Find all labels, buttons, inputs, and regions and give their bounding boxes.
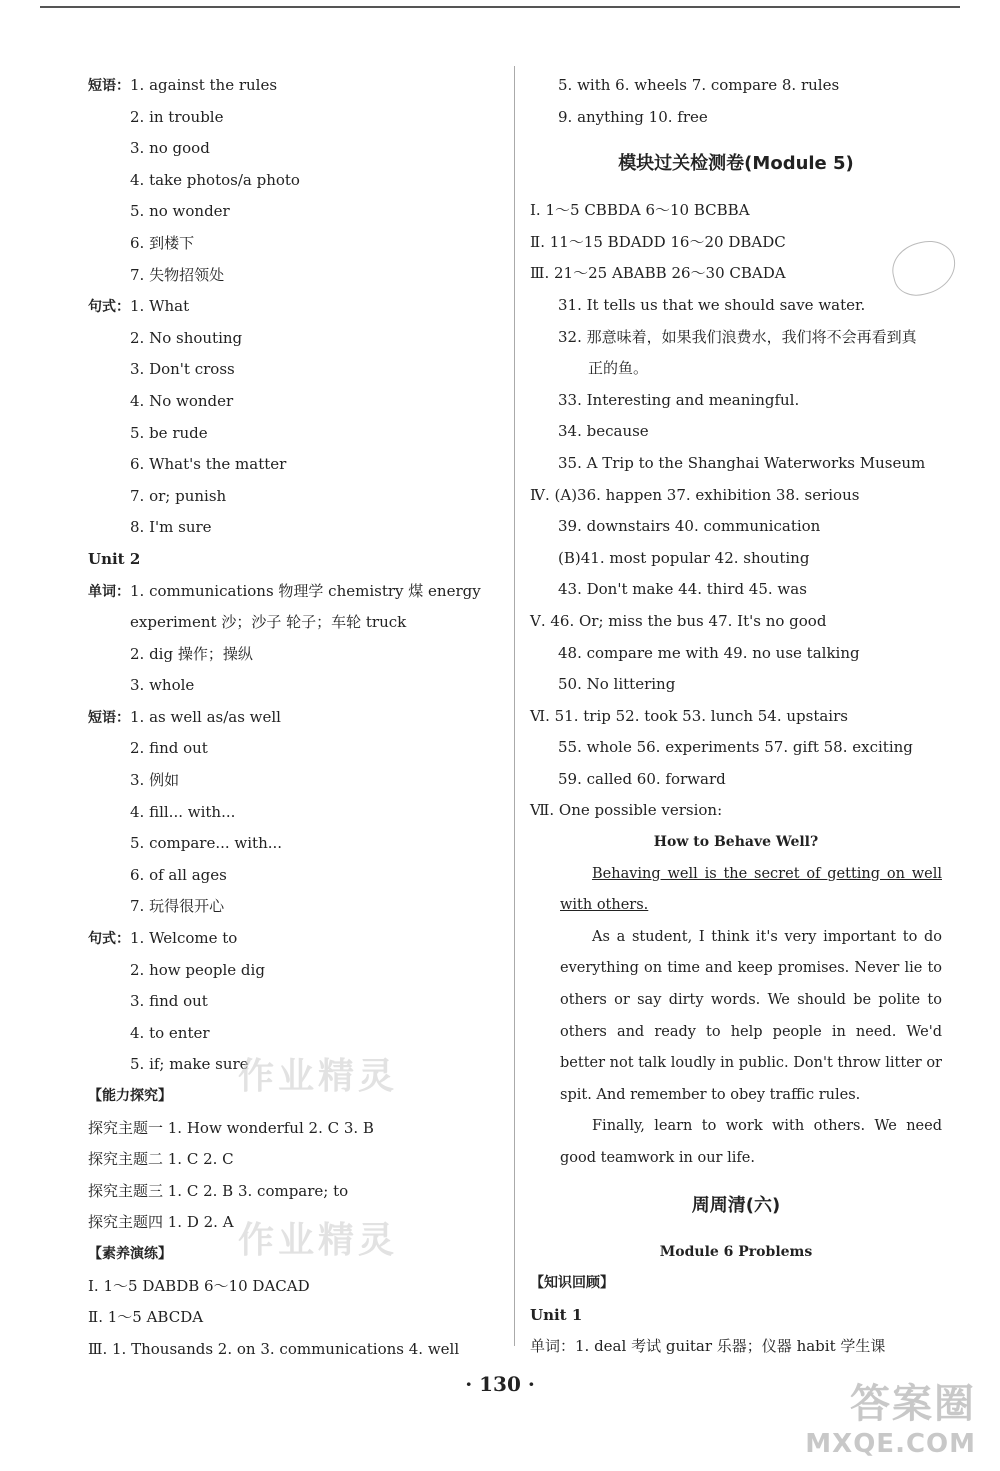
sentence-item: 3. find out	[130, 992, 208, 1011]
practice-item: Ⅲ. 1. Thousands 2. on 3. communications 4. well	[88, 1339, 460, 1358]
answer-line: 正的鱼。	[588, 359, 649, 378]
sentence-item: 4. No wonder	[130, 391, 234, 410]
word-item: 2. dig 操作；操纵	[130, 644, 253, 663]
practice-item: Ⅰ. 1～5 DABDB 6～10 DACAD	[88, 1276, 310, 1295]
answer-line: Ⅶ. One possible version:	[530, 801, 723, 820]
phrase-item: 2. find out	[130, 739, 208, 758]
answer-line: 5. with 6. wheels 7. compare 8. rules	[558, 76, 840, 94]
word-item: 3. whole	[130, 676, 195, 695]
phrase-item: 6. 到楼下	[130, 233, 195, 252]
explore-item: 探究主题三 1. C 2. B 3. compare; to	[88, 1181, 349, 1200]
sentence-item: 3. Don't cross	[130, 360, 235, 379]
sentence-item: 5. if; make sure	[130, 1055, 249, 1074]
ability-heading: 【能力探究】	[88, 1088, 172, 1104]
phrase-item: 4. fill... with...	[130, 802, 236, 821]
sentence-item: 5. be rude	[130, 423, 208, 442]
phrase-item: 4. take photos/a photo	[130, 170, 300, 189]
answer-line: Ⅱ. 11～15 BDADD 16～20 DBADC	[530, 232, 786, 251]
page-number: · 130 ·	[465, 1372, 535, 1396]
answer-line: 43. Don't make 44. third 45. was	[558, 580, 807, 599]
answer-line: 31. It tells us that we should save water.	[558, 295, 866, 314]
answer-line: Ⅰ. 1～5 CBBDA 6～10 BCBBA	[530, 201, 750, 220]
literacy-heading: 【素养演练】	[88, 1245, 172, 1262]
answer-line: 32. 那意味着，如果我们浪费水，我们将不会再看到真	[558, 327, 917, 346]
sentences-line: 句式：1. What	[88, 297, 190, 316]
answer-line: Ⅳ. (A)36. happen 37. exhibition 38. serious	[530, 485, 860, 504]
answer-line: 55. whole 56. experiments 57. gift 58. exciting	[558, 738, 913, 757]
answer-line: 34. because	[558, 422, 649, 441]
answer-line: 50. No littering	[558, 675, 676, 694]
answer-line: Ⅲ. 21～25 ABABB 26～30 CBADA	[530, 264, 786, 283]
unit-2-heading: Unit 2	[88, 549, 141, 568]
sentence-item: 2. how people dig	[130, 960, 265, 979]
explore-item: 探究主题一 1. How wonderful 2. C 3. B	[88, 1118, 374, 1137]
phrase-item: 7. 失物招领处	[130, 265, 225, 284]
watermark-logo-text: 答案圈	[850, 1381, 976, 1427]
words-line: 单词：1. communications 物理学 chemistry 煤 energy	[88, 581, 481, 600]
weekly-review-title: 周周清(六)	[691, 1194, 781, 1216]
answer-line: 59. called 60. forward	[558, 769, 726, 788]
explore-item: 探究主题二 1. C 2. C	[88, 1150, 234, 1169]
essay-paragraph: Behaving well is the secret of getting on well with others.	[560, 865, 942, 914]
knowledge-heading: 【知识回顾】	[530, 1275, 614, 1292]
sentence-item: 8. I'm sure	[130, 518, 212, 537]
essay-paragraph: As a student, I think it's very important to do everything on time and keep promises. Never lie to others or say dirty words. We should be polite to others and ready to help people in need. We'd better not talk loudly in public. Don't throw litter or spit. And remember to obey traffic rules.	[560, 928, 942, 1103]
sentence-item: 2. No shouting	[130, 328, 243, 347]
answer-line: 单词：1. deal 考试 guitar 乐器；仪器 habit 学生课	[530, 1337, 886, 1356]
answer-line: Ⅴ. 46. Or; miss the bus 47. It's no good	[530, 611, 827, 630]
column-divider	[514, 66, 515, 1346]
right-column	[530, 70, 942, 1363]
phrases-line: 短语：1. against the rules	[88, 76, 278, 94]
sentence-item: 6. What's the matter	[130, 455, 287, 474]
phrase-item: 6. of all ages	[130, 865, 227, 884]
phrase-item: 5. compare... with...	[130, 834, 283, 853]
watermark-text: 作业精灵	[238, 1056, 399, 1097]
module-5-test-title: 模块过关检测卷(Module 5)	[618, 153, 854, 175]
phrase-item: 7. 玩得很开心	[130, 897, 225, 916]
answer-line: 9. anything 10. free	[558, 107, 708, 126]
unit-1-heading: Unit 1	[530, 1305, 583, 1324]
essay-paragraph: Finally, learn to work with others. We need good teamwork in our life.	[560, 1118, 942, 1166]
sentences-line: 句式：1. Welcome to	[88, 929, 238, 948]
explore-item: 探究主题四 1. D 2. A	[88, 1213, 234, 1232]
phrase-item: 3. 例如	[130, 771, 180, 790]
practice-item: Ⅱ. 1～5 ABCDA	[88, 1308, 204, 1327]
phrase-item: 2. in trouble	[130, 107, 224, 126]
sentence-item: 4. to enter	[130, 1023, 210, 1042]
essay-title: How to Behave Well?	[653, 834, 819, 851]
watermark-url: MXQE.COM	[805, 1429, 976, 1459]
phrase-item: 3. no good	[130, 139, 210, 158]
essay-body	[530, 859, 942, 1175]
answer-line: 39. downstairs 40. communication	[558, 517, 821, 536]
answer-line: 35. A Trip to the Shanghai Waterworks Museum	[558, 453, 926, 472]
answer-line: 33. Interesting and meaningful.	[558, 390, 800, 409]
answer-line: Ⅵ. 51. trip 52. took 53. lunch 54. upstairs	[530, 706, 848, 725]
module-6-title: Module 6 Problems	[659, 1243, 813, 1260]
watermark-text: 作业精灵	[238, 1220, 399, 1261]
phrase-item: 5. no wonder	[130, 202, 230, 221]
sentence-item: 7. or; punish	[130, 486, 227, 505]
left-column	[88, 70, 506, 1365]
top-rule	[40, 6, 960, 8]
answer-line: 48. compare me with 49. no use talking	[558, 643, 860, 662]
watermark-logo	[805, 1372, 976, 1459]
answer-line: (B)41. most popular 42. shouting	[558, 548, 810, 567]
phrases-line: 短语：1. as well as/as well	[88, 707, 281, 726]
word-item: experiment 沙；沙子 轮子；车轮 truck	[130, 613, 407, 632]
